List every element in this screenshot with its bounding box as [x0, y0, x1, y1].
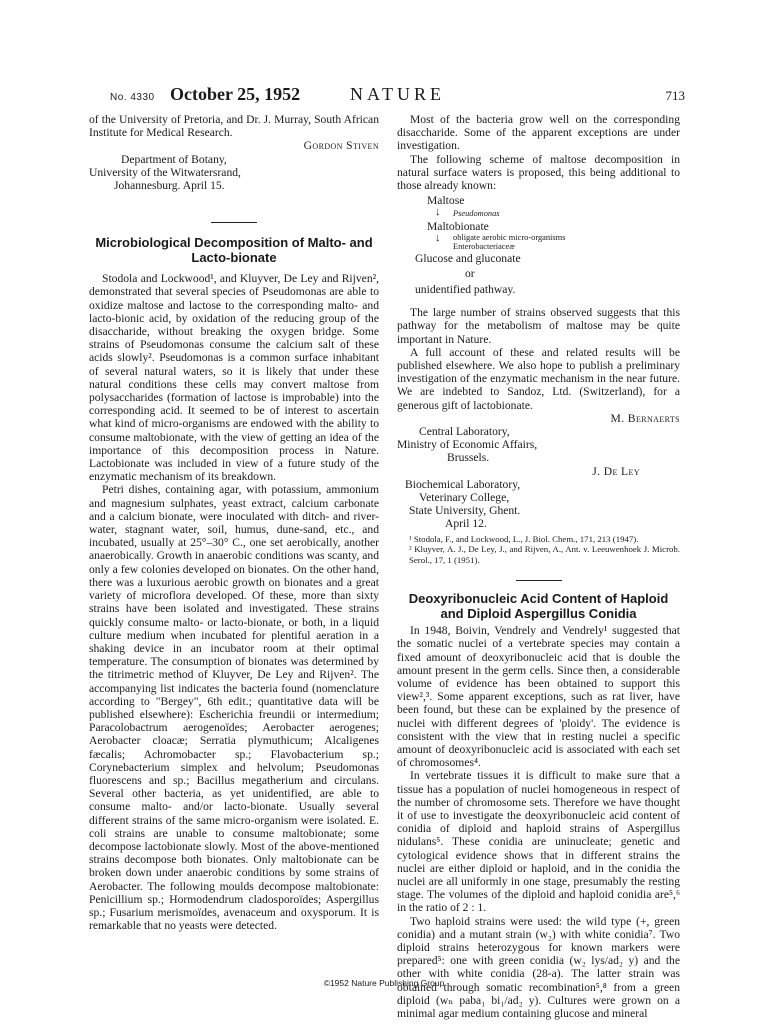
body-paragraph: The following scheme of maltose decomposition in natural surface waters is proposed, this being additional to those already known: — [397, 152, 680, 193]
article-title: Microbiological Decomposition of Malto- and Lacto-bionate — [95, 235, 373, 266]
right-column — [397, 113, 680, 1020]
body-paragraph: Most of the bacteria grow well on the corresponding disaccharide. Some of the apparent exceptions are under investigation. — [397, 113, 680, 153]
article-title: Deoxyribonucleic Acid Content of Haploid and Diploid Aspergillus Conidia — [408, 591, 669, 622]
body-paragraph: The large number of strains observed suggests that this pathway for the metabolism of maltose may be quite important in Nature. — [397, 306, 680, 346]
copyright-footer: ©1952 Nature Publishing Group — [323, 978, 445, 988]
down-arrow-icon: ↓ — [435, 206, 441, 219]
body-paragraph: Two haploid strains were used: the wild type (+, green conidia) and a mutant strain (w₂) with white conidia⁷. Two diploid strains heterozygous for known markers were prepared⁵: one with green conidia (w₂ lys/ad₂ y) and the other with white conidia (28-a). The latter strain was obtained through somatic recombination⁵,⁸ from a green diploid (wₙ paba₁ bi₁/ad₂ y). Cultures were grown on a minimal agar medium containing glucose and mineral — [397, 914, 680, 1021]
affiliation-line: Biochemical Laboratory, — [405, 477, 521, 491]
affiliation-line: State University, Ghent. — [409, 504, 521, 518]
body-paragraph: In 1948, Boivin, Vendrely and Vendrely¹ suggested that the somatic nuclei of a vertebrate species may contain a fixed amount of deoxyribonucleic acid that is double the amount present in the germ cells. Since then, a considerable volume of evidence has been obtained to support this view²,³. Some apparent exceptions, such as rat liver, have been found, but these can be explained by the presence of nuclei with different degrees of 'ploidy'. The evidence is consistent with the view that in resting nuclei a specific amount of deoxyribonucleic acid is associated with each set of chromosomes⁴. — [397, 624, 680, 770]
running-header — [110, 84, 685, 108]
scheme-unidentified: unidentified pathway. — [415, 283, 516, 297]
page-number: 713 — [665, 88, 685, 103]
reference-item: ² Kluyver, A. J., De Ley, J., and Rijven, A., Ant. v. Leeuwenhoek J. Microb. Serol., 17, 1 (1951). — [409, 544, 680, 565]
issue-date: October 25, 1952 — [170, 84, 301, 104]
journal-name: NATURE — [350, 84, 445, 104]
down-arrow-icon: ↓ — [435, 232, 441, 245]
previous-affiliation-line: Department of Botany, — [121, 152, 227, 166]
affiliation-line: Ministry of Economic Affairs, — [397, 438, 538, 452]
scheme-maltose: Maltose — [427, 194, 465, 208]
scheme-maltobionate: Maltobionate — [427, 220, 489, 234]
author-name: M. Bernaerts — [610, 411, 680, 425]
scheme-obligate-aerobes: obligate aerobic micro-organisms — [453, 233, 566, 243]
scheme-enterobacteriaceae: Enterobacteriaceæ — [453, 242, 515, 252]
scheme-glucose: Glucose and gluconate — [415, 252, 521, 266]
body-paragraph: In vertebrate tissues it is difficult to make sure that a tissue has a population of nuclei homogeneous in respect of the number of chromosome sets. Therefore we have thought it of use to investigate the deoxyribonucleic acid content of conidia of diploid and haploid strains of Aspergillus nidulans⁵. These conidia are uninucleate; genetic and cytological evidence shows that in different strains the nuclei are either diploid or haploid, and in the conidia the nuclei are all uniformly in one stage, presumably the resting stage. The volumes of the diploid and haploid conidia are⁵,⁶ in the ratio of 2 : 1. — [397, 769, 680, 915]
previous-affiliation-line: Johannesburg. April 15. — [114, 179, 225, 193]
author-name: J. De Ley — [592, 464, 640, 478]
previous-affiliation-line: University of the Witwatersrand, — [89, 165, 241, 179]
scheme-or: or — [465, 267, 475, 281]
scheme-pseudomonas: Pseudomonas — [453, 209, 500, 219]
reference-item: ¹ Stodola, F., and Lockwood, L., J. Biol. Chem., 171, 213 (1947). — [409, 533, 639, 544]
affiliation-line: April 12. — [445, 517, 487, 531]
previous-article-ending: of the University of Pretoria, and Dr. J. Murray, South African Institute for Medical Research. — [89, 113, 379, 140]
body-paragraph: Stodola and Lockwood¹, and Kluyver, De Ley and Rijven², demonstrated that several species of Pseudomonas are able to oxidize maltose and lactose to the corresponding malto- and lacto-bionic acid, by oxidation of the reducing group of the disaccharide, without breaking the oxygen bridge. Some strains of Pseudomonas consume the calcium salt of these acids slowly². Pseudomonas is a common surface inhabitant of several natural waters, so it is likely that under these natural conditions these cells may convert maltose from polysaccharides (formation of lactose is improbable) into the corresponding acid. It seemed to be of interest to ascertain what kind of micro-organisms are endowed with the ability to consume maltobionate, with the view of getting an idea of the importance of this decomposition process in Nature. Lactobionate was included in view of a future study of the enzymatic mechanism of its breakdown. — [89, 272, 379, 484]
references — [397, 534, 680, 566]
left-column — [89, 113, 379, 932]
affiliation-line: Central Laboratory, — [419, 425, 510, 439]
affiliation-line: Veterinary College, — [419, 491, 510, 505]
affiliation-line: Brussels. — [447, 451, 490, 465]
body-paragraph: A full account of these and related results will be published elsewhere. We also hope to publish a preliminary investigation of the enzymatic mechanism in the near future. We are indebted to Sandoz, Ltd. (Switzerland), for a generous gift of lactobionate. — [397, 345, 680, 412]
body-paragraph: Petri dishes, containing agar, with potassium, ammonium and magnesium sulphates, yeast extract, calcium carbonate and a calcium bionate, were inoculated with ditch- and river-water, stagnant water, soil, humus, dune-sand, etc., and incubated, usually at 25°–30° C., one set aerobically, another anaerobically. Growth in anaerobic conditions was scanty, and only a few colonies developed on bionates. On the other hand, there was a luxurious aerobic growth on bionates and a great variety of microflora developed. Of these, more than sixty strains have been isolated and investigated. These strains quickly consume malto- or lacto-bionate, or both, in a liquid culture medium when incubated for plentiful aeration in a shaking device in an incubator room at their optimal temperature. The consumption of bionates was determined by the titrimetric method of Kluyver, De Ley and Rijven². The accompanying list indicates the bacteria found (nomenclature according to "Bergey", 6th edit.; quantitative data will be published elsewhere): Escherichia freundii or intermedium; Paracolobactrum aerogenoïdes; Aerobacter aerogenes; Aerobacter cloacæ; Serratia plymuthicum; Alcaligenes fæcalis; Achromobacter sp.; Flavobacterium sp.; Corynebacterium simplex and helvolum; Pseudomonas fluorescens and sp.; Bacillus megatherium and circulans. Several other bacteria, as yet unidentified, are able to consume malto- and/or lacto-bionate. Usually several different strains of the same micro-organism were isolated. E. coli strains are unable to consume maltobionate; some decompose lactobionate slowly. Most of the above-mentioned strains decompose both bionates. Only maltobionate can be broken down under anaerobic conditions by some strains of Aerobacter. The following moulds decompose maltobionate: Penicillium sp.; Hormodendrum cladosporoïdes; Aspergillus sp.; Fusarium merismoïdes, avenaceum and oxysporum. It is remarkable that no yeasts were detected. — [89, 483, 379, 933]
maltose-decomposition-scheme — [397, 192, 680, 306]
issue-number: No. 4330 — [110, 92, 155, 103]
previous-article-author: Gordon Stiven — [303, 139, 379, 153]
